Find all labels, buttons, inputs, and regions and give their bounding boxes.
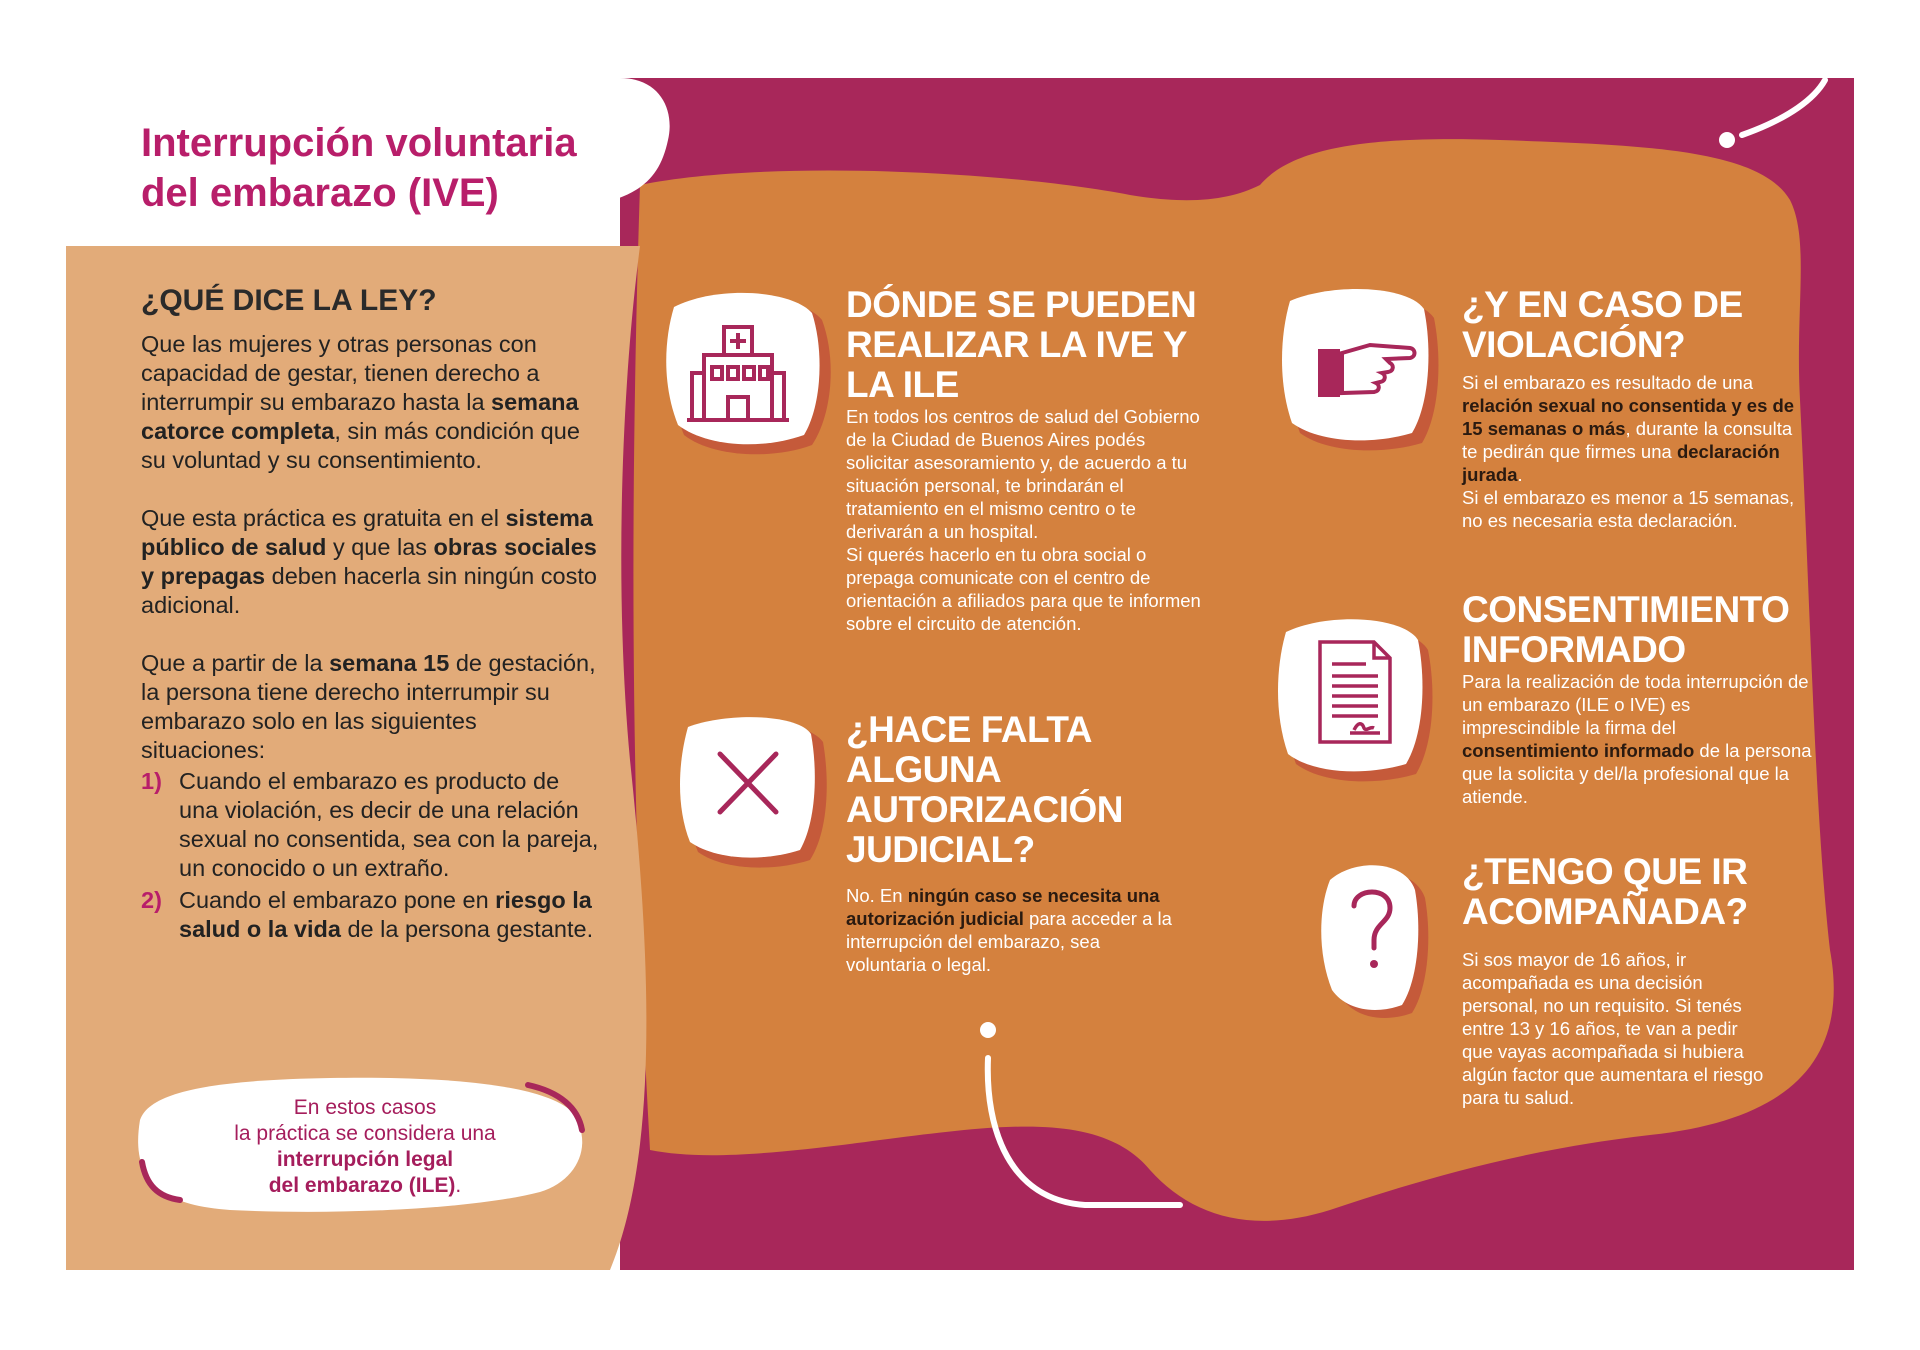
donde-text-1: En todos los centros de salud del Gobierno de la Ciudad de Buenos Aires podés solicitar asesoramiento y, de acuerdo a tu situación personal, te brindarán el tratamiento en el mismo centro o te derivarán a un hospital.	[846, 406, 1200, 542]
document-icon	[1278, 612, 1438, 787]
law-paragraph-3: Que a partir de la semana 15 de gestación, la persona tiene derecho interrumpir su embarazo solo en las siguientes situaciones:	[141, 650, 596, 763]
title-line-2: del embarazo (IVE)	[141, 171, 499, 215]
ile-note	[175, 1095, 555, 1199]
hospital-icon	[662, 285, 832, 460]
cross-icon	[678, 712, 828, 872]
title-line-1: Interrupción voluntaria	[141, 121, 577, 165]
violacion-text-2: Si el embarazo es menor a 15 semanas, no es necesaria esta declaración.	[1462, 487, 1795, 531]
judicial-heading: ¿HACE FALTA ALGUNA AUTORIZACIÓN JUDICIAL?	[846, 709, 1123, 870]
donde-heading: DÓNDE SE PUEDEN REALIZAR LA IVE Y LA ILE	[846, 284, 1197, 405]
note-line: En estos casos	[293, 1096, 437, 1119]
donde-text-2: Si querés hacerlo en tu obra social o prepaga comunicate con el centro de orientación a afiliados para que te informen sobre el circuito de atención.	[846, 544, 1201, 634]
note-line: la práctica se considera una	[234, 1122, 496, 1145]
violacion-text	[1462, 371, 1802, 532]
situations-list	[141, 767, 601, 944]
note-line: interrupción legal	[276, 1148, 454, 1171]
note-line: del embarazo (ILE).	[268, 1174, 462, 1197]
list-item: 2) Cuando el embarazo pone en riesgo la salud o la vida de la persona gestante.	[141, 887, 594, 942]
pointing-hand-icon	[1282, 283, 1442, 458]
acompanada-heading: ¿TENGO QUE IR ACOMPAÑADA?	[1462, 851, 1748, 932]
question-icon	[1320, 858, 1430, 1023]
law-paragraph-1: Que las mujeres y otras personas con capacidad de gestar, tienen derecho a interrumpir su embarazo hasta la semana catorce completa, sin más condición que su voluntad y su consentimiento.	[141, 331, 580, 473]
law-text	[141, 330, 601, 944]
page-title	[141, 118, 577, 218]
violacion-text-1: Si el embarazo es resultado de una relación sexual no consentida y es de 15 semanas o más, durante la consulta te pedirán que firmes una declaración jurada.	[1462, 372, 1795, 485]
violacion-section	[1462, 285, 1802, 532]
judicial-section	[846, 709, 1172, 976]
acompanada-text: Si sos mayor de 16 años, ir acompañada es una decisión personal, no un requisito. Si tenés entre 13 y 16 años, te van a pedir que vayas acompañada si hubiera algún factor que aumentara el riesgo para tu salud.	[1462, 949, 1764, 1108]
judicial-text: No. En ningún caso se necesita una autorización judicial para acceder a la interrupción del embarazo, sea voluntaria o legal.	[846, 885, 1172, 975]
violacion-heading: ¿Y EN CASO DE VIOLACIÓN?	[1462, 284, 1743, 365]
law-heading: ¿QUÉ DICE LA LEY?	[141, 284, 437, 317]
consentimiento-section	[1462, 590, 1812, 808]
dot-decoration	[1719, 132, 1735, 148]
dot-decoration-2	[980, 1022, 996, 1038]
law-paragraph-2: Que esta práctica es gratuita en el sistema público de salud y que las obras sociales y prepagas deben hacerla sin ningún costo adicional.	[141, 505, 597, 618]
acompanada-section	[1462, 852, 1782, 1109]
consentimiento-text: Para la realización de toda interrupción de un embarazo (ILE o IVE) es imprescindible la firma del consentimiento informado de la persona que la solicita y del/la profesional que la atiende.	[1462, 671, 1812, 807]
donde-section	[846, 285, 1202, 635]
donde-text	[846, 405, 1202, 635]
list-item: 1) Cuando el embarazo es producto de una violación, es decir de una relación sexual no consentida, sea con la pareja, un conocido o un extraño.	[141, 768, 599, 881]
consentimiento-heading: CONSENTIMIENTO INFORMADO	[1462, 589, 1790, 670]
